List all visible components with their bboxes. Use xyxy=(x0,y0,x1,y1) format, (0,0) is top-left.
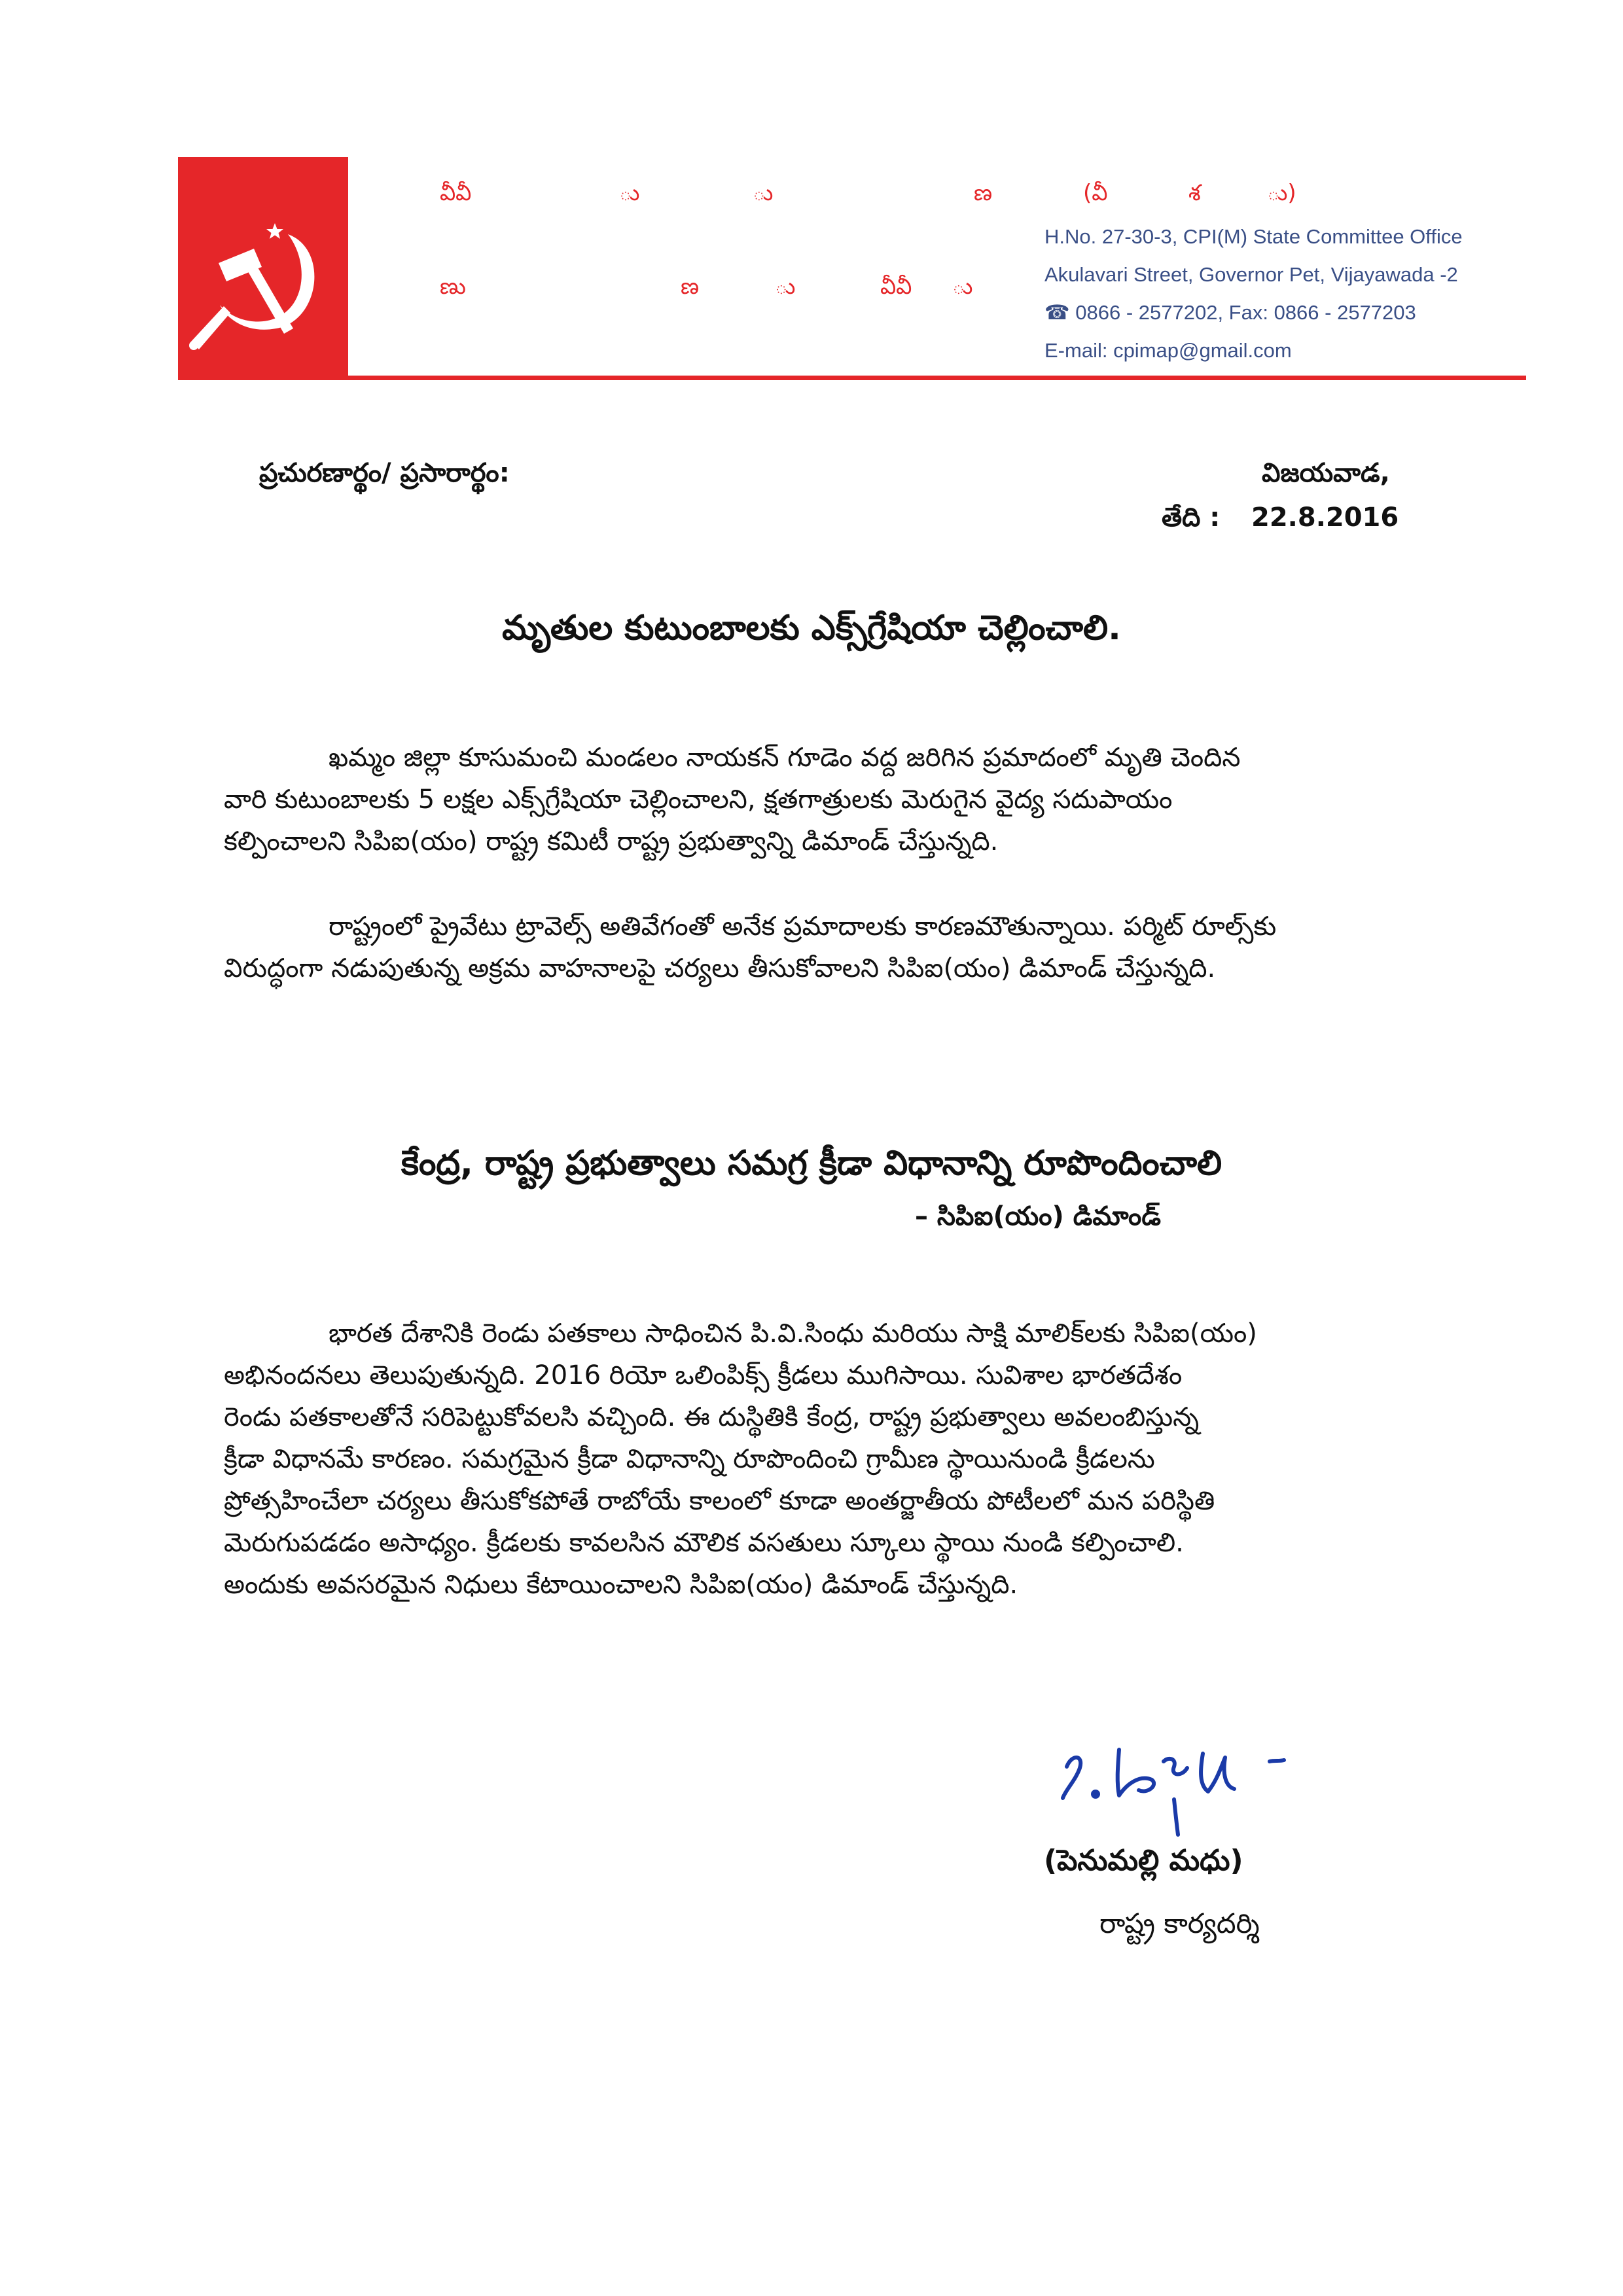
hammer-sickle-star-icon xyxy=(178,157,348,377)
paragraph-line: కల్పించాలని సిపిఐ(యం) రాష్ట్ర కమిటీ రాష్ట్ర ప్రభుత్వాన్ని డిమాండ్‌ చేస్తున్నది. xyxy=(224,826,999,857)
paragraph-line: ప్రోత్సహించేలా చర్యలు తీసుకోకపోతే రాబోయే కాలంలో కూడా అంతర్జాతీయ పోటీలలో మన పరిస్థితి xyxy=(224,1486,1215,1516)
address-line-1: H.No. 27-30-3, CPI(M) State Committee Office xyxy=(1044,225,1463,248)
section1-paragraph-1 xyxy=(224,737,1421,862)
paragraph-line: రాష్ట్రంలో ప్రైవేటు ట్రావెల్స్‌ అతివేగంతో అనేక ప్రమాదాలకు కారణమౌతున్నాయి. పర్మిట్‌ రూల్స్‌కు xyxy=(329,911,1277,942)
handwritten-signature xyxy=(1054,1727,1302,1845)
phone-line xyxy=(1044,301,1416,325)
paragraph-line: అందుకు అవసరమైన నిధులు కేటాయించాలని సిపిఐ(యం) డిమాండ్‌ చేస్తున్నది. xyxy=(224,1570,1018,1600)
section2-title: కేంద్ర, రాష్ట్ర ప్రభుత్వాలు సమగ్ర క్రీడా విధానాన్ని రూపొందించాలి xyxy=(401,1144,1222,1183)
paragraph-line: వారి కుటుంబాలకు 5 లక్షల ఎక్స్‌గ్రేషియా చెల్లించాలని, క్షతగాత్రులకు మెరుగైన వైద్య సదుపాయం xyxy=(224,785,1173,815)
address-line-2: Akulavari Street, Governor Pet, Vijayawada -2 xyxy=(1044,263,1458,286)
section2-paragraph xyxy=(224,1313,1421,1606)
email-link[interactable]: E-mail: cpimap@gmail.com xyxy=(1044,339,1292,362)
org-name-fragment: ణ xyxy=(681,274,700,300)
signatory-designation: రాష్ట్ర కార్యదర్శి xyxy=(1099,1907,1260,1939)
signatory-name: (పెనుమల్లి మధు) xyxy=(1044,1844,1243,1877)
paragraph-line: అభినందనలు తెలుపుతున్నది. 2016 రియో ఒలింపిక్స్‌ క్రీడలు ముగిసాయి. సువిశాల భారతదేశం xyxy=(224,1360,1183,1390)
section2-subtitle: – సిపిఐ(యం) డిమాండ్‌ xyxy=(915,1201,1161,1231)
org-name-fragment: ు xyxy=(775,274,796,300)
org-name-fragment: (వీ xyxy=(1083,180,1108,206)
paragraph-line: రెండు పతకాలతోనే సరిపెట్టుకోవలసి వచ్చింది. ఈ దుస్థితికి కేంద్ర, రాష్ట్ర ప్రభుత్వాలు అవలంబిస్తున్న xyxy=(224,1402,1200,1432)
release-label: ప్రచురణార్థం/ ప్రసారార్థం: xyxy=(259,458,510,488)
org-name-fragment: ు xyxy=(952,274,973,300)
org-name-fragment: ు xyxy=(753,180,774,206)
org-name-fragment: ు xyxy=(619,180,640,206)
date-label: తేది : xyxy=(1162,503,1221,533)
org-name-fragment: ణ xyxy=(974,180,993,206)
paragraph-line: విరుద్ధంగా నడుపుతున్న అక్రమ వాహనాలపై చర్యలు తీసుకోవాలని సిపిఐ(యం) డిమాండ్‌ చేస్తున్నది. xyxy=(224,953,1216,983)
place: విజయవాడ, xyxy=(1262,458,1390,488)
paragraph-line: ఖమ్మం జిల్లా కూసుమంచి మండలం నాయకన్‌ గూడెం వద్ద జరిగిన ప్రమాదంలో మృతి చెందిన xyxy=(329,743,1241,773)
paragraph-line: భారత దేశానికి రెండు పతకాలు సాధించిన పి.వి.సింధు మరియు సాక్షి మాలిక్‌లకు సిపిఐ(యం) xyxy=(329,1318,1257,1349)
party-logo xyxy=(178,157,348,377)
date: 22.8.2016 xyxy=(1251,503,1399,533)
section1-paragraph-2 xyxy=(224,906,1421,989)
org-name-fragment: శ xyxy=(1188,180,1201,206)
org-name-fragment: ు) xyxy=(1267,180,1296,206)
telephone-icon: ☎ xyxy=(1044,301,1070,324)
section1-title: మృతుల కుటుంబాలకు ఎక్స్‌గ్రేషియా చెల్లించాలి. xyxy=(502,609,1121,648)
paragraph-line: క్రీడా విధానమే కారణం. సమగ్రమైన క్రీడా విధానాన్ని రూపొందించి గ్రామీణ స్థాయినుండి క్రీడలను xyxy=(224,1444,1155,1474)
org-name-fragment: వీవీ xyxy=(440,180,472,206)
header-rule xyxy=(178,376,1526,380)
paragraph-line: మెరుగుపడడం అసాధ్యం. క్రీడలకు కావలసిన మౌలిక వసతులు స్కూలు స్థాయి నుండి కల్పించాలి. xyxy=(224,1528,1184,1558)
org-name-fragment: వీవీ xyxy=(880,274,912,300)
org-name-fragment: ణు xyxy=(440,274,466,300)
phone-number: 0866 - 2577202, Fax: 0866 - 2577203 xyxy=(1075,301,1416,324)
